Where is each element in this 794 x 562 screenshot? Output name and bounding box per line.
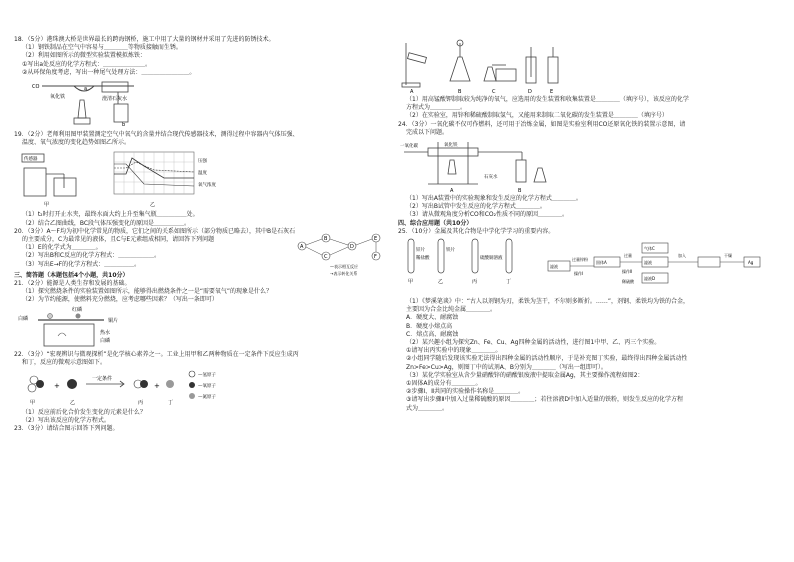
q18-co-label: CO — [32, 84, 40, 91]
q20-node-d: D — [350, 243, 354, 250]
q20-node-f: F — [374, 253, 377, 260]
q24-line: 完成以下问题。 — [406, 128, 449, 136]
q22-line: （2）写出该反应的化学方程式。 — [22, 417, 110, 425]
q24-co-label: 一氧化碳 — [400, 144, 418, 150]
q21-white-phosphorus-label: 白磷 — [18, 315, 29, 322]
q23-label-c: C — [492, 89, 496, 95]
q24-lime-label: 石灰水 — [484, 175, 498, 181]
q24-figure — [398, 138, 780, 194]
q19-sensor-label: 传感器 — [24, 157, 38, 163]
q25-line: ③请写出步骤Ⅱ中加入过量稀硫酸的原因＿＿＿＿；若往溶液D中加入适量的铁粉，则发生反应的化学方程 — [406, 396, 683, 404]
q20-relation-diagram — [296, 234, 396, 278]
q22-figure — [14, 368, 396, 408]
q21-svg — [14, 306, 174, 350]
q21-copper-label: 铜片 — [108, 317, 119, 324]
q25-tube-jia: 甲 — [408, 279, 414, 286]
q25-flow-label: 过量锌粉 — [572, 257, 588, 263]
q18-apparatus-svg — [14, 78, 174, 130]
q25-flow-label: 滤液D — [644, 276, 656, 282]
q19-jia-label: 甲 — [44, 202, 50, 209]
q19-temp-label: 温度 — [198, 171, 207, 177]
left-column — [14, 36, 396, 434]
q25-flow-label: 加入 — [678, 253, 686, 259]
q23-line: 23．（3分）请结合图示回答下列问题。 — [14, 425, 119, 433]
svg-text:+: + — [154, 382, 160, 391]
q21-red-phosphorus-label: 红磷 — [72, 306, 83, 313]
q22-line: 和丁，反应的微观示意图如下。 — [22, 358, 107, 366]
q22-legend-o: —氧原子 — [198, 384, 216, 390]
q25-tube-yi: 乙 — [438, 279, 444, 286]
q25-flow-label: 固体A — [596, 260, 607, 266]
svg-text:+: + — [54, 382, 60, 391]
q25-flow-label: 滤液 — [550, 264, 558, 270]
q25-flow-label: 操作Ⅰ — [574, 271, 584, 277]
q18-lime-label: 澄清石灰水 — [102, 96, 128, 103]
q22-molecule-bing — [134, 380, 148, 388]
q22-legend-n: —氮原子 — [198, 395, 216, 401]
q18-line: （2）利用如图所示的微型实验装置模拟炼铁： — [22, 52, 146, 60]
q18-ore-label: 氧化铁 — [50, 94, 66, 101]
right-column — [398, 36, 780, 413]
q23-label-e: E — [550, 89, 554, 95]
q25-line: ②小组同学随后发现该实验无法得出四种金属的活动性顺序，于是补充图丁实验，最终得出四种金属活动性 — [406, 355, 688, 363]
q22-line: （1）反应前后化合价发生变化的元素是什么？ — [22, 409, 146, 417]
q22-label-bing: 丙 — [138, 400, 144, 407]
q24-label-a: A — [450, 188, 454, 195]
q25-line: ①请写出丙实验中的现象＿＿＿＿。 — [406, 347, 502, 355]
q18-line: ②从环保角度考虑，写出一种尾气处理方法：＿＿＿＿＿＿＿＿。 — [22, 68, 196, 76]
q20-line: 20．（3分）A～F均为初中化学常见的物质，它们之间的关系如图所示（部分物质已略去），其中B是石灰石 — [14, 227, 296, 235]
q25-line: ①固体A的成分有＿＿＿＿。 — [406, 380, 482, 388]
q23-label-d: D — [528, 89, 532, 95]
q20-node-a: A — [300, 243, 304, 250]
q24-svg — [398, 138, 598, 194]
section-3-heading: 三、简答题（本题包括4个小题，共10分） — [14, 271, 129, 279]
section-4-heading: 四、综合应用题（共10分） — [398, 219, 473, 227]
q25-tube-label: 稀盐酸 — [416, 256, 430, 262]
q25-flow-label: 气体C — [644, 246, 655, 252]
q19-line: 温度、氧气浓度的变化趋势如图乙所示。 — [22, 139, 131, 147]
q22-label-yi: 乙 — [70, 400, 76, 407]
q20-line: 的主要成分，C为最常见的液体，且C与E元素组成相同，请回答下列问题 — [22, 236, 215, 244]
q25-svg — [398, 237, 778, 297]
q19-pressure-label: 压强 — [198, 159, 207, 165]
q24-line: （2）写出B试管中发生反应的化学方程式＿＿＿＿。 — [406, 203, 546, 211]
q23-svg — [398, 37, 598, 95]
q25-line: （1）《梦溪笔谈》中：“古人以剂钢为刃，柔铁为茎干，不尔则多断折。……”，剂钢、柔铁均为铁的合金， — [406, 298, 690, 306]
q18-line: （1）钢铁制品在空气中容易与＿＿＿＿等物质接触而生锈。 — [22, 44, 182, 52]
q22-legend-h: —氢原子 — [198, 373, 216, 379]
q22-molecule-jia — [28, 376, 44, 392]
q22-line: 22．（3分）“宏观辨识与微观探析”是化学核心素养之一。工业上用甲和乙两种物质在一定条件下反应生成丙 — [14, 350, 299, 358]
q19-line: （1）t₂时打开止水夹，最终水面大约上升至集气瓶＿＿＿＿＿处。 — [22, 211, 199, 219]
q25-line: （3）某化学实验室从含少量硝酸锌的硝酸银废液中提取金属Ag，其主要操作流程如图2： — [406, 371, 644, 379]
q22-label-jia: 甲 — [30, 400, 36, 407]
q25-flow-label: 稀硫酸 — [622, 279, 634, 285]
q25-flow-label: 过量 — [624, 253, 632, 259]
q18-apparatus-figure — [14, 78, 396, 130]
q23-line: （2）在实验室，用锌和稀硫酸制取氢气，又能用来制取二氧化碳的发生装置是＿＿＿＿（填序号） — [406, 112, 668, 120]
q25-flow-label: 滤液 — [644, 260, 652, 266]
q19-o2-label: 氧气浓度 — [198, 183, 216, 189]
q24-label-b: B — [518, 188, 522, 195]
q25-tube-label: 铁片 — [446, 248, 455, 254]
q19-figure — [14, 148, 396, 210]
q24-ore-label: 氧化铁 — [444, 143, 458, 149]
q25-line: 式为＿＿＿＿。 — [406, 404, 449, 412]
q25-tube-label: 锌片 — [416, 248, 425, 254]
q22-condition-label: 一定条件 — [92, 376, 113, 383]
q19-line: （2）结合乙图曲线，BC段气体压强变化的原因是＿＿＿＿＿。 — [22, 219, 191, 227]
q25-tube-ding: 丁 — [506, 279, 512, 286]
q25-line: 25．（10分）金属及其化合物是中学化学学习的重要内容。 — [398, 227, 555, 235]
q21-figure — [14, 306, 396, 350]
q19-svg — [14, 148, 214, 210]
q22-label-ding: 丁 — [168, 400, 174, 407]
q22-molecule-ding — [166, 380, 174, 388]
q19-yi-label: 乙 — [150, 202, 156, 209]
q25-line: 主要因为合金比纯金属＿＿＿＿。 — [406, 306, 497, 314]
q25-figure — [398, 237, 780, 297]
q20-node-c: C — [324, 253, 328, 260]
q24-line: （3）请从微观角度分析CO和CO₂性质不同的原因＿＿＿＿。 — [406, 211, 569, 219]
q18-line: 18．（5分）港珠澳大桥是世界最长的跨海钢桥，施工中用了大量的钢材并采用了先进的防锈技术。 — [14, 36, 275, 43]
q24-line: （1）写出A装置中的实验现象和发生反应的化学方程式＿＿＿＿。 — [406, 195, 582, 203]
q21-line: （2）为节约能源，使燃料充分燃烧，应考虑哪些因素？（写出一条即可） — [22, 296, 218, 304]
q25-flow-label: 干燥 — [724, 253, 732, 259]
q20-legend-react: —表示相互反应 — [330, 263, 358, 269]
q25-line: C．熔点高、耐腐蚀 — [406, 330, 459, 338]
q22-molecule-yi — [67, 379, 77, 389]
q24-line: 24．（3分）一氧化碳不仅可作燃料，还可用于冶炼金属，如图是实验室利用CO还原氧化铁的装置示意图，请 — [398, 120, 686, 128]
q18-b-label: b — [122, 122, 126, 129]
q25-line: ②步骤Ⅰ、Ⅱ共同的实验操作名称是＿＿＿＿。 — [406, 388, 525, 396]
q20-line: （3）写出E→F的化学方程式：＿＿＿＿＿。 — [22, 260, 141, 268]
q25-flow-label: Ag — [748, 260, 754, 266]
q25-line: A．硬度大、耐腐蚀 — [406, 314, 459, 322]
q21-white2-label: 白磷 — [100, 337, 111, 344]
q23-label-b: B — [458, 89, 462, 95]
q22-svg — [14, 368, 274, 408]
q20-line: （2）写出B和C反应的化学方程式：＿＿＿＿＿＿。 — [22, 252, 161, 260]
q25-line: Zn>Fe>Cu>Ag，则图丁中的试剂A、B分别为＿＿＿＿（写出一组即可）。 — [406, 363, 607, 371]
q23-line: 方程式为＿＿＿＿＿。 — [406, 104, 467, 112]
q20-node-e: E — [374, 235, 378, 242]
q23-apparatus-figure — [398, 37, 780, 95]
q25-tube-bing: 丙 — [472, 279, 478, 286]
q25-line: B．硬度小熔点高 — [406, 322, 453, 330]
q25-line: （2）某兴趣小组为探究Zn、Fe、Cu、Ag四种金属的活动性，进行图1中甲、乙、丙三个实验。 — [406, 339, 661, 347]
q18-a-label: a — [84, 86, 88, 93]
q21-line: 21．（2分）能源是人类生存和发展的基础。 — [14, 280, 131, 288]
q18-line: ①写出a处反应的化学方程式：＿＿＿＿＿＿＿。 — [22, 60, 152, 68]
q20-node-b: B — [324, 235, 328, 242]
q25-tube-label: 硫酸铜溶液 — [480, 256, 503, 262]
q19-line: 19．（2分）老师利用图甲装置测定空气中氧气的含量并结合现代传感器技术，测得过程中容器内气体压强、 — [14, 131, 299, 139]
q25-flow-label: 操作Ⅱ — [622, 269, 632, 275]
q20-legend-convert: →表示转化关系 — [330, 270, 358, 276]
q23-label-a: A — [410, 89, 414, 95]
q23-line: （1）用高锰酸钾制取较为纯净的氧气，应选用的发生装置和收集装置是＿＿＿＿（填序号），该反应的化学 — [406, 96, 689, 103]
q21-water-label: 热水 — [100, 329, 111, 336]
q21-line: （1）探究燃烧条件的实验装置如图所示，能够得出燃烧条件之一是“需要氧气”的现象是什么？ — [22, 288, 273, 296]
q20-line: （1）E的化学式为＿＿＿＿。 — [22, 244, 102, 252]
